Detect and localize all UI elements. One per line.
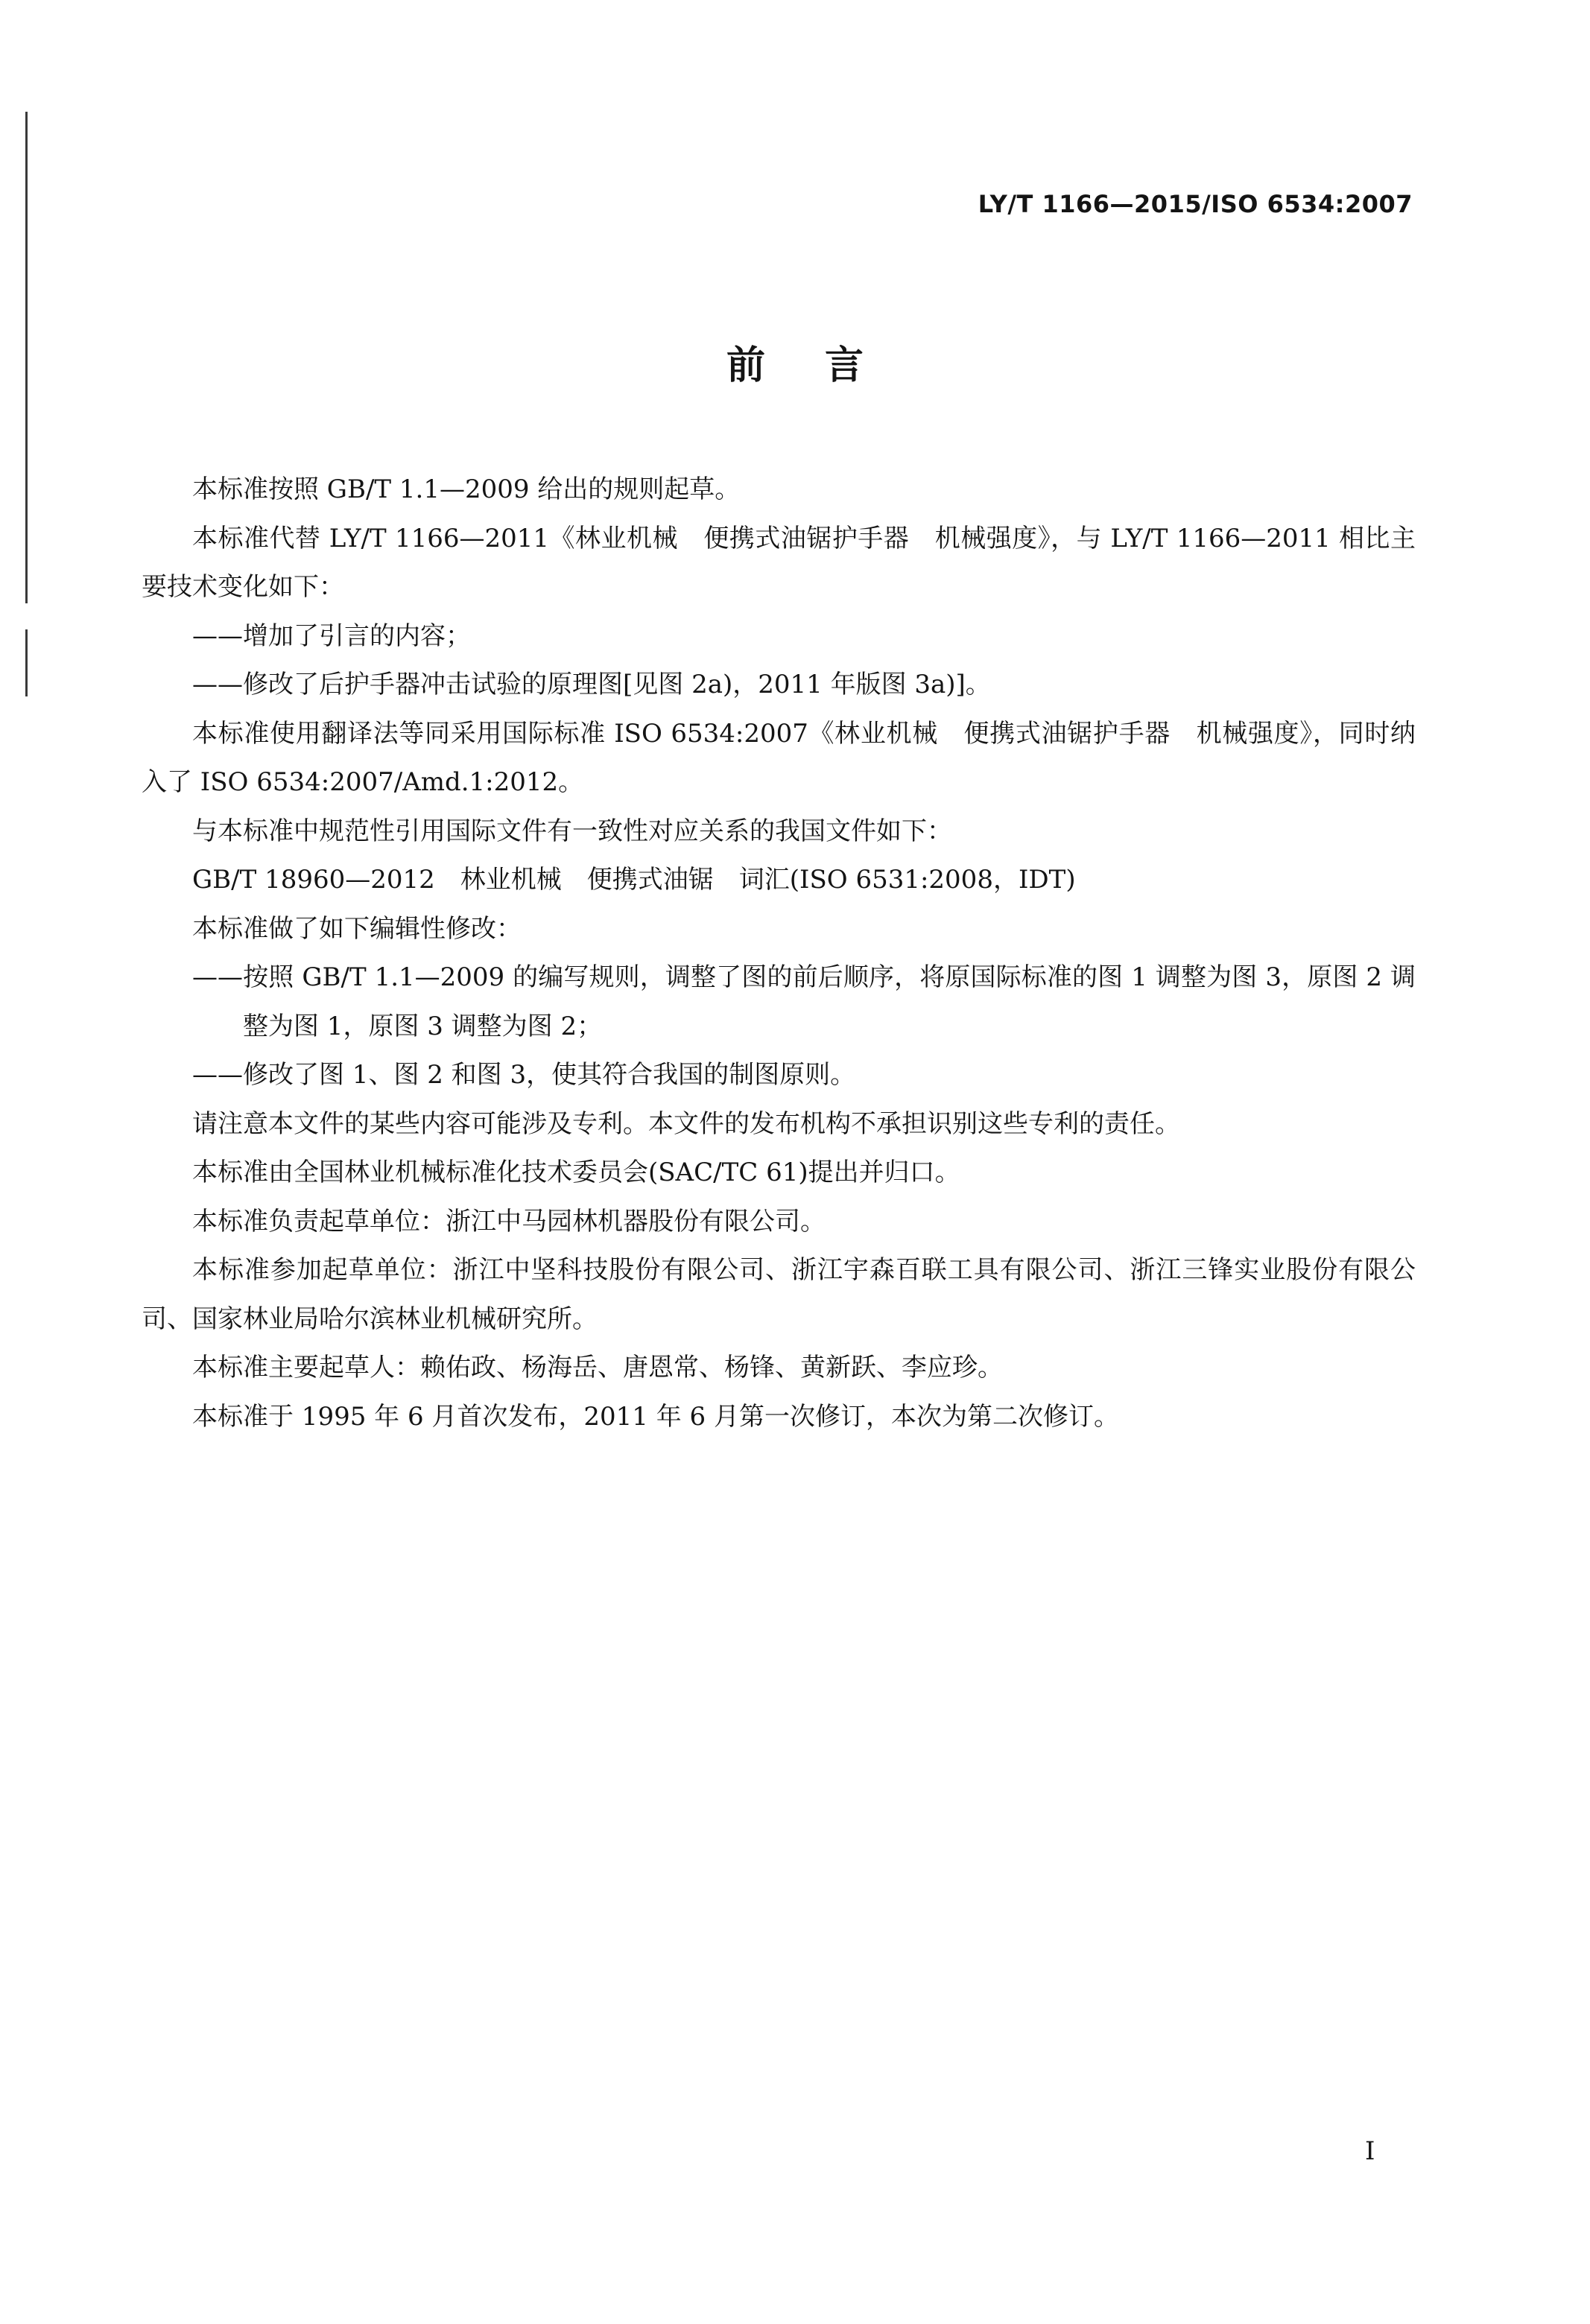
- list-item: ——增加了引言的内容；: [192, 620, 471, 651]
- reference-line: GB/T 18960—2012 林业机械 便携式油锯 词汇(ISO 6531:2008，IDT): [192, 865, 1076, 895]
- list-item: ——修改了后护手器冲击试验的原理图[见图 2a)，2011 年版图 3a)]。: [192, 670, 991, 699]
- paragraph: 本标准使用翻译法等同采用国际标准 ISO 6534:2007《林业机械 便携式油锯护手器 机械强度》，同时纳入了 ISO 6534:2007/Amd.1:2012。: [142, 718, 1416, 797]
- page-number: I: [1365, 2136, 1375, 2166]
- paragraph: 本标准负责起草单位：浙江中马园林机器股份有限公司。: [192, 1206, 826, 1236]
- list-item: ——修改了图 1、图 2 和图 3，使其符合我国的制图原则。: [192, 1060, 856, 1090]
- paragraph: 本标准于 1995 年 6 月首次发布，2011 年 6 月第一次修订，本次为第二次修订。: [192, 1401, 1119, 1432]
- document-code: LY/T 1166—2015/ISO 6534:2007: [978, 190, 1413, 218]
- paragraph: 本标准参加起草单位：浙江中坚科技股份有限公司、浙江宇森百联工具有限公司、浙江三锋实业股份有限公司、国家林业局哈尔滨林业机械研究所。: [142, 1255, 1416, 1334]
- paragraph: 本标准做了如下编辑性修改：: [192, 913, 522, 944]
- scan-edge-line: [25, 629, 28, 696]
- foreword-body: [142, 466, 1416, 1441]
- page-title: 前言: [726, 343, 923, 388]
- paragraph: 本标准按照 GB/T 1.1—2009 给出的规则起草。: [192, 474, 741, 504]
- list-item: ——按照 GB/T 1.1—2009 的编写规则，调整了图的前后顺序，将原国际标准的图 1 调整为图 3，原图 2 调整为图 1，原图 3 调整为图 2；: [192, 962, 1416, 1041]
- paragraph: 本标准主要起草人：赖佑政、杨海岳、唐恩常、杨锋、黄新跃、李应珍。: [192, 1353, 1003, 1382]
- paragraph: 本标准代替 LY/T 1166—2011《林业机械 便携式油锯护手器 机械强度》，与 LY/T 1166—2011 相比主要技术变化如下：: [142, 523, 1416, 602]
- paragraph: 与本标准中规范性引用国际文件有一致性对应关系的我国文件如下：: [192, 816, 952, 846]
- paragraph: 本标准由全国林业机械标准化技术委员会(SAC/TC 61)提出并归口。: [192, 1158, 960, 1187]
- paragraph: 请注意本文件的某些内容可能涉及专利。本文件的发布机构不承担识别这些专利的责任。: [192, 1108, 1180, 1139]
